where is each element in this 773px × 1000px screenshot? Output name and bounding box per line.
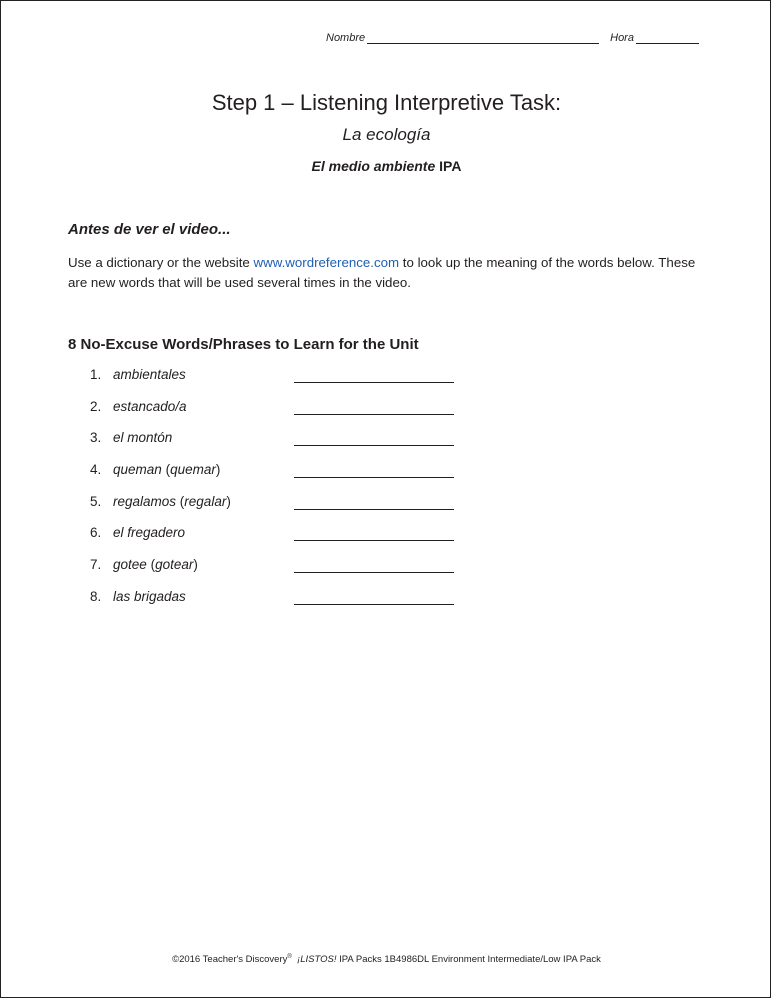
ipa-title — [0, 158, 773, 174]
answer-blank[interactable] — [294, 540, 454, 541]
vocab-term: gotee (gotear) — [113, 557, 198, 573]
answer-blank[interactable] — [294, 414, 454, 415]
vocab-term: las brigadas — [113, 588, 186, 604]
item-number: 2. — [90, 398, 102, 414]
vocab-term: regalamos (regalar) — [113, 493, 231, 509]
instructions-after-link: to look up the meaning of the words below. These are new words that will be used several times in the video. — [68, 255, 696, 290]
wordreference-link[interactable]: www.wordreference.com — [253, 255, 400, 270]
answer-blank[interactable] — [294, 477, 454, 478]
footer-series: ¡LISTOS! — [297, 954, 337, 966]
footer-copyright: ©2016 Teacher's Discovery — [172, 954, 288, 966]
vocab-term: ambientales — [113, 367, 186, 382]
hour-blank — [636, 31, 699, 44]
answer-blank[interactable] — [294, 382, 454, 383]
list-item — [90, 430, 291, 462]
answer-blank[interactable] — [294, 604, 454, 605]
instructions — [68, 253, 708, 293]
list-item — [90, 462, 291, 494]
footer — [0, 954, 773, 965]
ipa-theme: El medio ambiente — [311, 158, 436, 174]
list-item — [90, 399, 291, 431]
name-label: Nombre — [326, 32, 366, 44]
name-blank — [367, 31, 599, 44]
section-heading: Antes de ver el video... — [68, 221, 231, 238]
item-number: 1. — [90, 367, 102, 382]
page-subtitle: La ecología — [342, 125, 431, 144]
vocab-term: el fregadero — [113, 525, 186, 541]
vocabulary-list — [90, 367, 291, 621]
vocab-term: queman (quemar) — [113, 462, 221, 478]
item-number: 6. — [90, 525, 102, 541]
item-number: 5. — [90, 493, 102, 509]
vocab-term: estancado/a — [113, 398, 187, 414]
list-item — [90, 525, 291, 557]
answer-blank[interactable] — [294, 445, 454, 446]
item-number: 4. — [90, 462, 102, 478]
instructions-before-link: Use a dictionary or the website — [68, 255, 254, 270]
item-number: 3. — [90, 430, 102, 446]
words-heading: 8 No-Excuse Words/Phrases to Learn for the Unit — [68, 336, 419, 353]
vocab-term: el montón — [113, 430, 173, 446]
item-number: 7. — [90, 557, 102, 573]
list-item — [90, 494, 291, 526]
list-item — [90, 589, 291, 621]
item-number: 8. — [90, 588, 102, 604]
registered-mark: ® — [287, 954, 292, 960]
answer-blank[interactable] — [294, 572, 454, 573]
list-item — [90, 557, 291, 589]
hour-label: Hora — [610, 32, 634, 44]
footer-product: IPA Packs 1B4986DL Environment Intermediate/Low IPA Pack — [339, 954, 601, 966]
name-hour-header — [326, 31, 699, 44]
page-title: Step 1 – Listening Interpretive Task: — [211, 90, 562, 115]
list-item — [90, 367, 291, 399]
answer-blank[interactable] — [294, 509, 454, 510]
ipa-label: IPA — [439, 158, 462, 174]
